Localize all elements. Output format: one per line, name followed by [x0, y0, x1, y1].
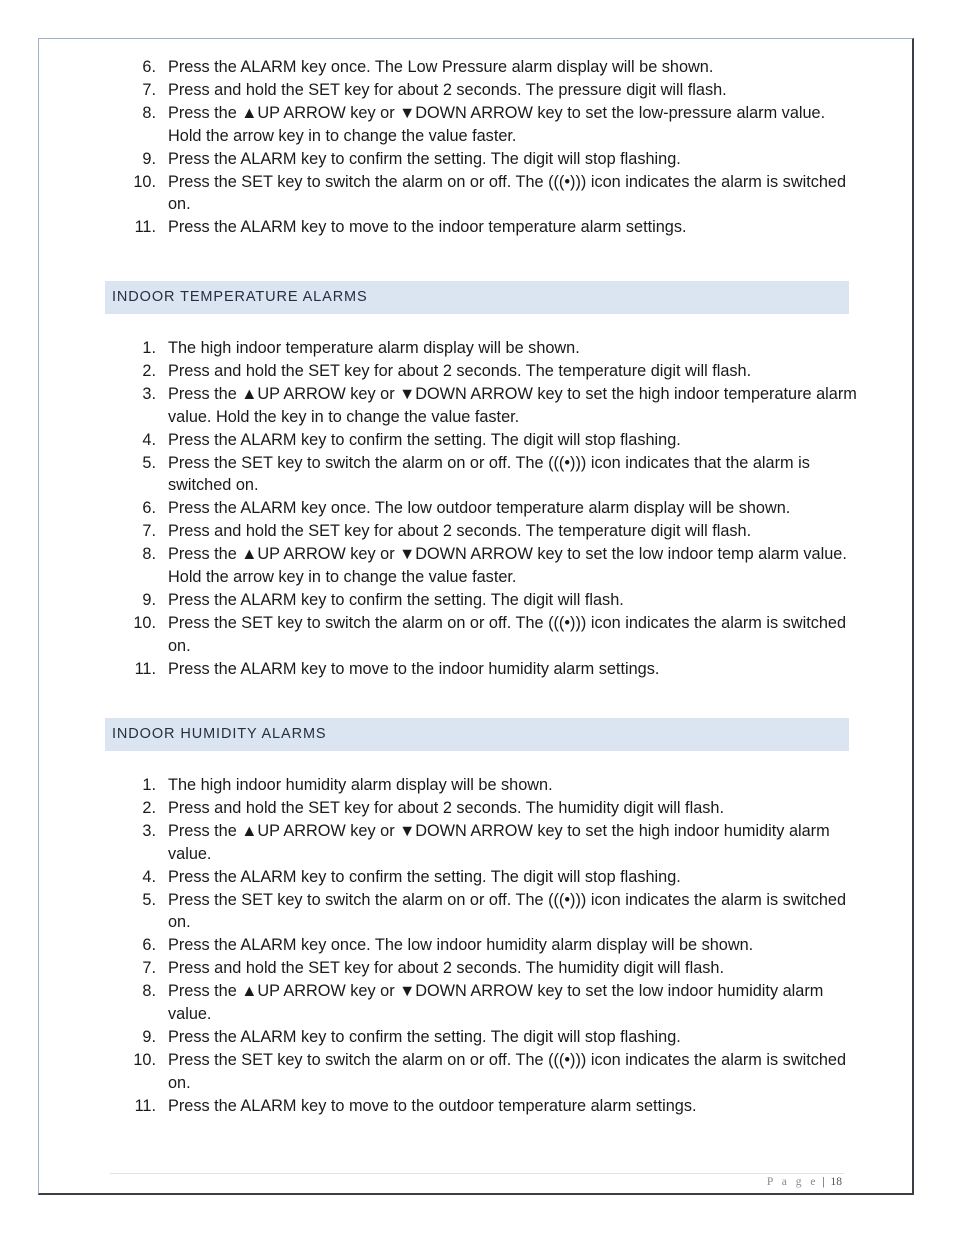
indoor-humidity-steps-list	[0, 774, 954, 1118]
list-item	[0, 429, 858, 452]
footer-rule	[110, 1173, 844, 1174]
step-number: 9.	[142, 590, 156, 609]
step-number: 3.	[142, 384, 156, 403]
step-number: 11.	[134, 659, 156, 678]
list-item	[0, 589, 858, 612]
list-item	[0, 820, 858, 866]
list-item	[0, 866, 858, 889]
step-text: Press the ALARM key to confirm the setting. The digit will flash.	[168, 590, 624, 609]
list-item	[0, 1049, 858, 1095]
step-text: Press and hold the SET key for about 2 seconds. The temperature digit will flash.	[168, 522, 752, 541]
list-item	[0, 774, 858, 797]
step-number: 2.	[142, 361, 156, 380]
step-number: 5.	[142, 890, 156, 909]
step-text: Press the ALARM key once. The low indoor humidity alarm display will be shown.	[168, 936, 754, 955]
page-word: P a g e	[766, 1176, 819, 1188]
footer-separator: |	[822, 1176, 825, 1188]
list-item	[0, 452, 858, 498]
list-item	[0, 102, 858, 148]
indoor-temperature-steps-list	[0, 337, 954, 681]
list-item	[0, 497, 858, 520]
step-number: 10.	[133, 172, 156, 191]
list-item	[0, 1095, 858, 1118]
step-number: 6.	[142, 936, 156, 955]
step-text: Press and hold the SET key for about 2 seconds. The humidity digit will flash.	[168, 798, 724, 817]
page-footer	[767, 1176, 842, 1188]
step-text: Press and hold the SET key for about 2 seconds. The temperature digit will flash.	[168, 361, 752, 380]
step-number: 9.	[142, 149, 156, 168]
step-text: Press the ALARM key to move to the indoor temperature alarm settings.	[168, 218, 687, 237]
page-number: 18	[830, 1176, 842, 1188]
list-item	[0, 360, 858, 383]
step-text: Press the ALARM key to confirm the setting. The digit will stop flashing.	[168, 867, 681, 886]
step-number: 1.	[142, 339, 156, 357]
step-number: 10.	[133, 1050, 156, 1069]
list-item	[0, 889, 858, 935]
step-text: Press the SET key to switch the alarm on or off. The (((•))) icon indicates the alarm is switched on.	[168, 1050, 847, 1092]
step-number: 11.	[134, 1096, 156, 1115]
step-number: 6.	[142, 499, 156, 518]
step-number: 7.	[142, 522, 156, 541]
step-text: Press the ALARM key to confirm the setting. The digit will stop flashing.	[168, 430, 681, 449]
step-number: 7.	[142, 80, 156, 99]
step-text: Press the ALARM key to confirm the setting. The digit will stop flashing.	[168, 149, 681, 168]
list-item	[0, 980, 858, 1026]
step-number: 9.	[142, 1027, 156, 1046]
section-heading-indoor-temperature: INDOOR TEMPERATURE ALARMS	[105, 281, 849, 314]
list-item	[0, 337, 858, 360]
step-text: Press and hold the SET key for about 2 seconds. The humidity digit will flash.	[168, 959, 724, 978]
step-number: 8.	[142, 982, 156, 1001]
list-item	[0, 797, 858, 820]
step-number: 3.	[142, 821, 156, 840]
step-number: 11.	[134, 218, 156, 237]
step-text: Press the ALARM key to move to the outdoor temperature alarm settings.	[168, 1096, 697, 1115]
section-heading-indoor-humidity: INDOOR HUMIDITY ALARMS	[105, 718, 849, 751]
step-number: 4.	[142, 867, 156, 886]
step-text: Press the ALARM key to move to the indoor humidity alarm settings.	[168, 659, 660, 678]
step-text: Press the ▲UP ARROW key or ▼DOWN ARROW key to set the low indoor humidity alarm value.	[168, 982, 824, 1024]
list-item	[0, 216, 858, 239]
step-text: Press the ▲UP ARROW key or ▼DOWN ARROW key to set the high indoor temperature alarm value. Hold the key in to change the value faster.	[168, 384, 857, 426]
list-item	[0, 383, 858, 429]
step-number: 5.	[142, 453, 156, 472]
step-text: Press the SET key to switch the alarm on or off. The (((•))) icon indicates the alarm is switched on.	[168, 890, 847, 932]
step-text: Press the SET key to switch the alarm on or off. The (((•))) icon indicates the alarm is switched on.	[168, 172, 847, 214]
pressure-alarm-steps-list	[0, 56, 954, 239]
step-text: Press the ▲UP ARROW key or ▼DOWN ARROW key to set the high indoor humidity alarm value.	[168, 821, 830, 863]
step-number: 8.	[142, 103, 156, 122]
list-item	[0, 148, 858, 171]
step-number: 1.	[142, 776, 156, 794]
list-item	[0, 934, 858, 957]
list-item	[0, 612, 858, 658]
step-text: Press the ALARM key to confirm the setting. The digit will stop flashing.	[168, 1027, 681, 1046]
step-text: Press the SET key to switch the alarm on or off. The (((•))) icon indicates the alarm is switched on.	[168, 613, 847, 655]
step-text: The high indoor humidity alarm display will be shown.	[168, 776, 553, 794]
list-item	[0, 171, 858, 217]
step-number: 8.	[142, 545, 156, 564]
step-number: 7.	[142, 959, 156, 978]
list-item	[0, 520, 858, 543]
step-number: 2.	[142, 798, 156, 817]
step-text: Press the SET key to switch the alarm on or off. The (((•))) icon indicates that the alarm is switched on.	[168, 453, 810, 495]
step-text: Press the ▲UP ARROW key or ▼DOWN ARROW key to set the low indoor temp alarm value. Hold the arrow key in to change the value faster.	[168, 545, 847, 587]
step-number: 4.	[142, 430, 156, 449]
step-text: Press the ▲UP ARROW key or ▼DOWN ARROW key to set the low-pressure alarm value. Hold the arrow key in to change the value faster.	[168, 103, 826, 145]
list-item	[0, 1026, 858, 1049]
step-text: The high indoor temperature alarm display will be shown.	[168, 339, 580, 357]
list-item	[0, 56, 858, 79]
step-number: 6.	[142, 58, 156, 76]
list-item	[0, 543, 858, 589]
list-item	[0, 658, 858, 681]
step-text: Press the ALARM key once. The low outdoor temperature alarm display will be shown.	[168, 499, 791, 518]
step-number: 10.	[133, 613, 156, 632]
step-text: Press and hold the SET key for about 2 seconds. The pressure digit will flash.	[168, 80, 727, 99]
step-text: Press the ALARM key once. The Low Pressure alarm display will be shown.	[168, 58, 714, 76]
list-item	[0, 957, 858, 980]
list-item	[0, 79, 858, 102]
